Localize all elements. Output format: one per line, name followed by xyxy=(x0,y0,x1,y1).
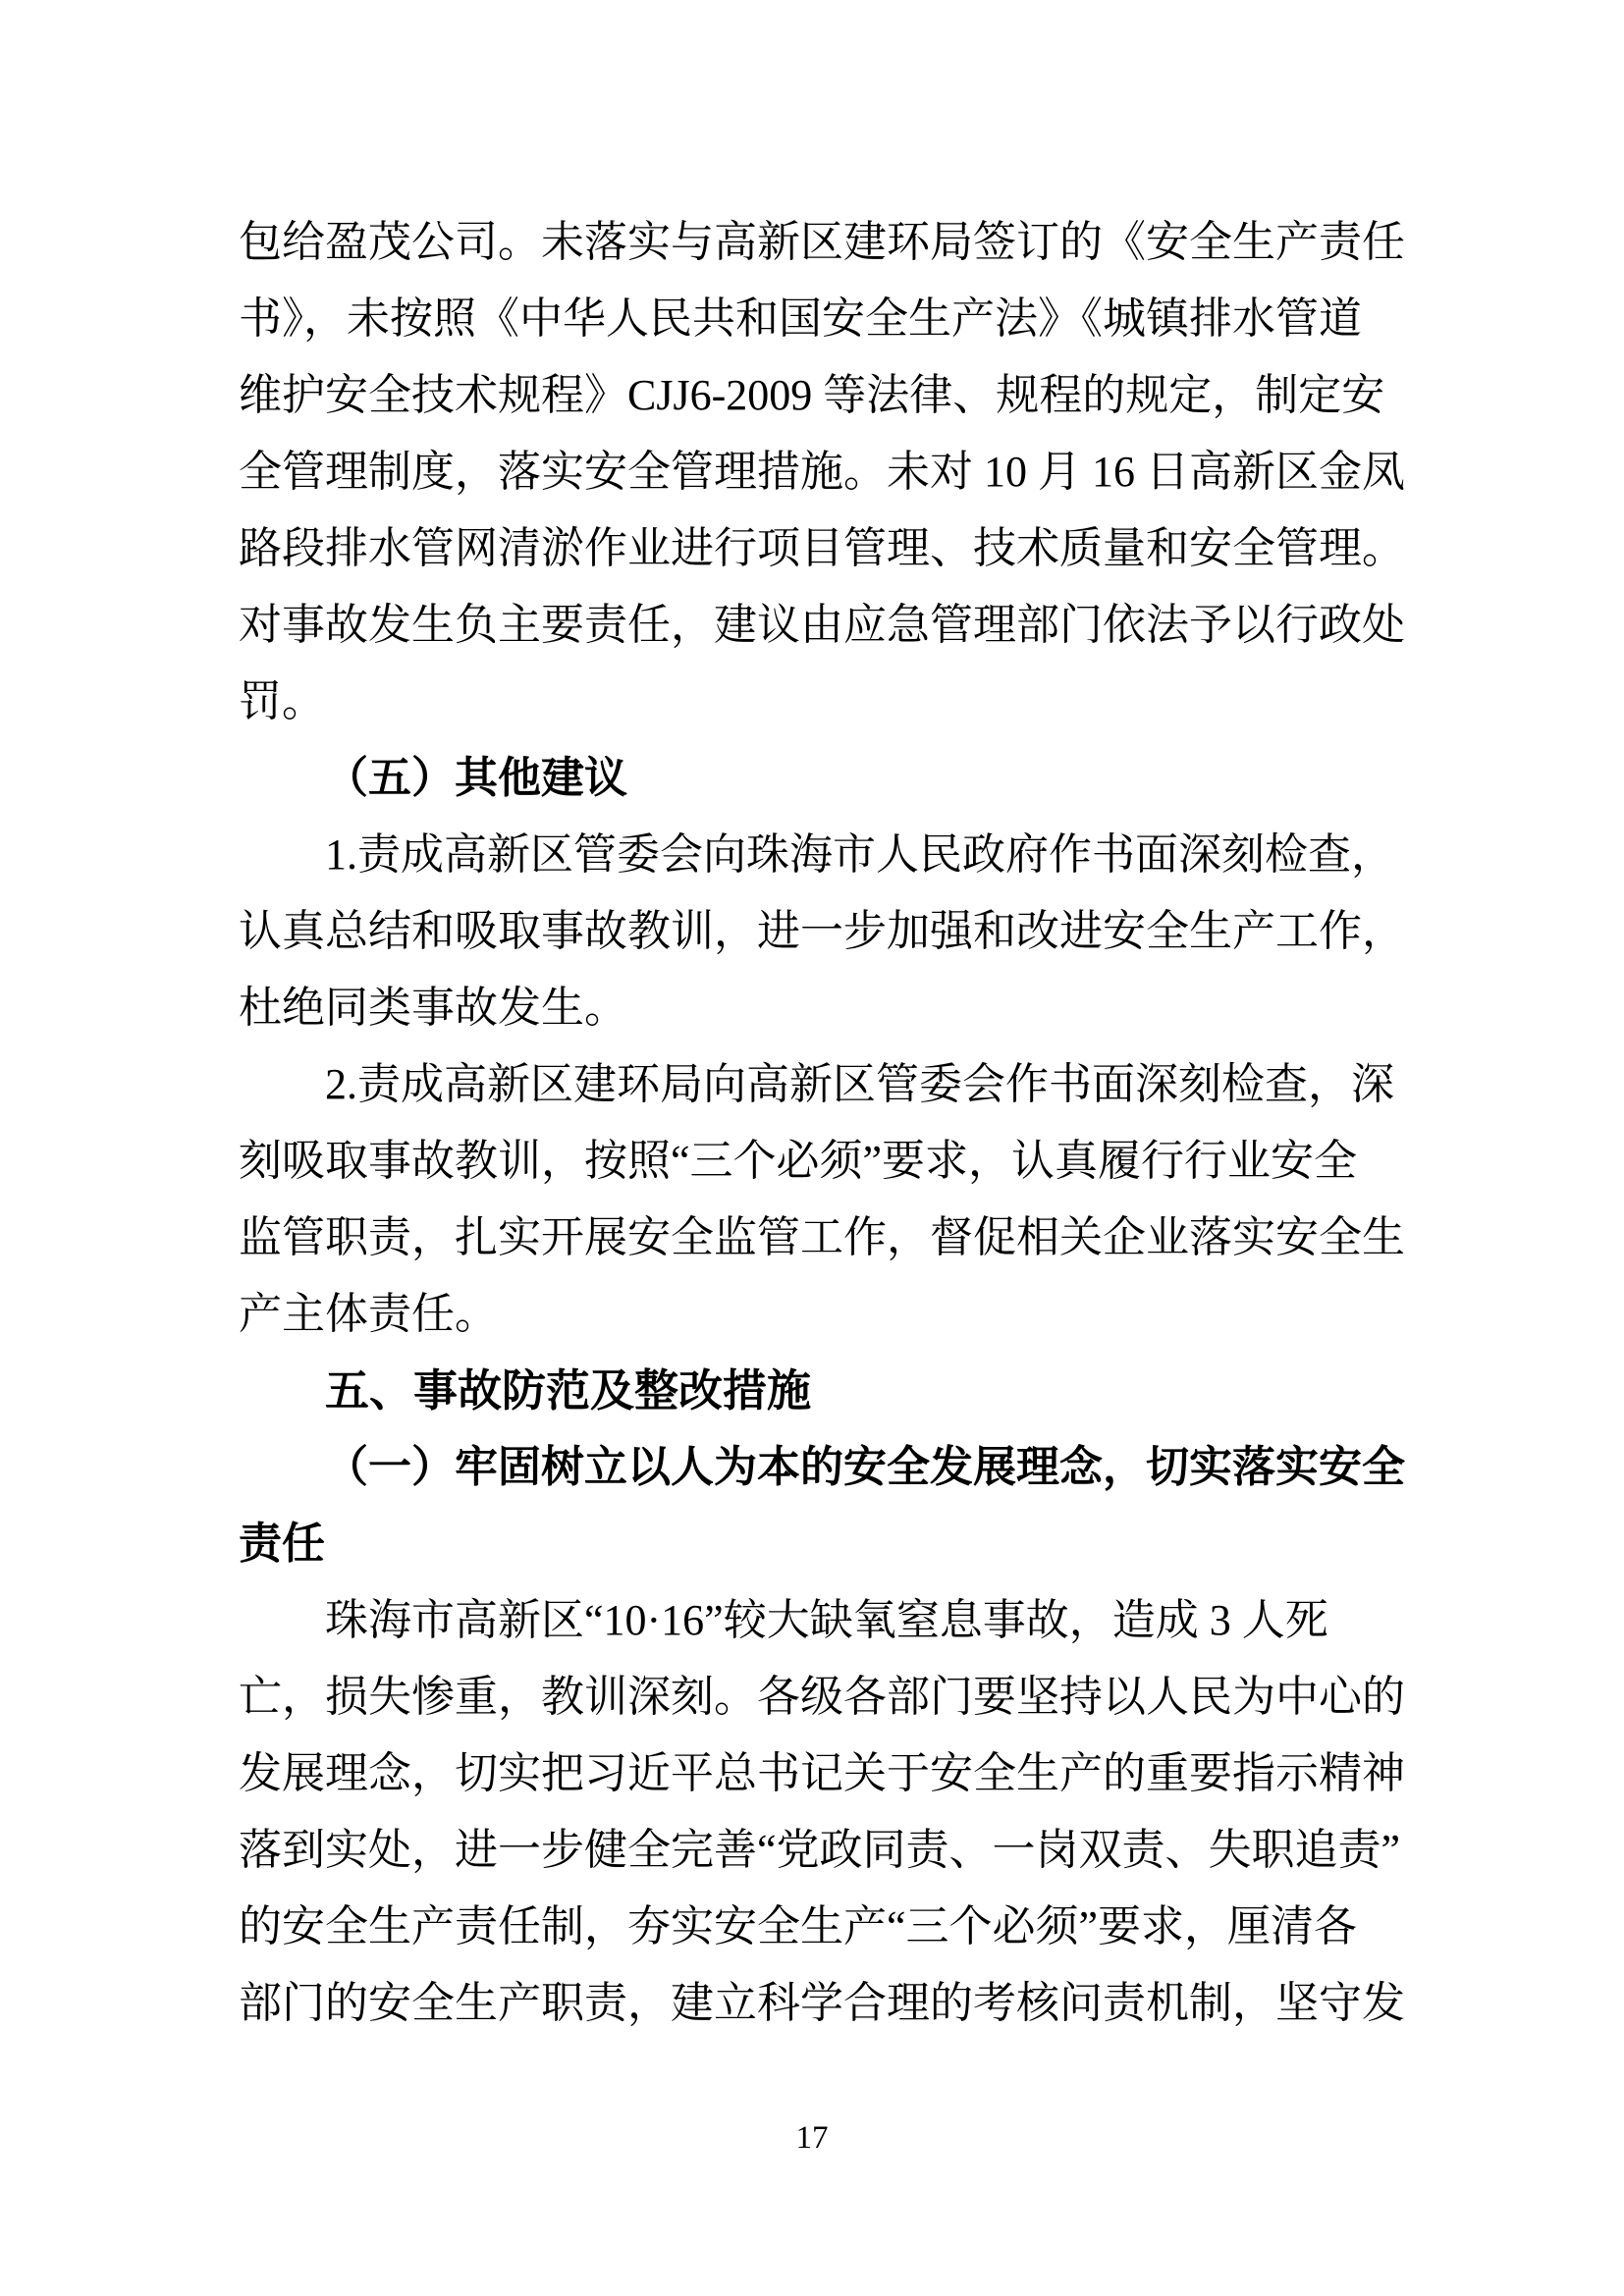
subsection-heading-line: （一）牢固树立以人为本的安全发展理念，切实落实安全 xyxy=(325,1443,1405,1491)
body-line: 杜绝同类事故发生。 xyxy=(239,984,627,1032)
body-line: 的安全生产责任制，夯实安全生产“三个必须”要求，厘清各 xyxy=(239,1902,1358,1950)
body-line: 监管职责，扎实开展安全监管工作，督促相关企业落实安全生 xyxy=(239,1213,1405,1261)
chapter-heading: 五、事故防范及整改措施 xyxy=(325,1365,812,1415)
body-line: 路段排水管网清淤作业进行项目管理、技术质量和安全管理。 xyxy=(239,524,1405,572)
body-line: 包给盈茂公司。未落实与高新区建环局签订的《安全生产责任 xyxy=(239,218,1405,266)
body-line: 刻吸取事故教训，按照“三个必须”要求，认真履行行业安全 xyxy=(239,1137,1358,1185)
body-line: 产主体责任。 xyxy=(239,1290,498,1338)
body-line: 发展理念，切实把习近平总书记关于安全生产的重要指示精神 xyxy=(239,1749,1405,1797)
body-line: 珠海市高新区“10·16”较大缺氧窒息事故，造成 3 人死 xyxy=(325,1596,1328,1644)
body-line: 亡，损失惨重，教训深刻。各级各部门要坚持以人民为中心的 xyxy=(239,1673,1405,1721)
body-line: 书》，未按照《中华人民共和国安全生产法》《城镇排水管道 xyxy=(239,294,1362,343)
body-line: 1.责成高新区管委会向珠海市人民政府作书面深刻检查， xyxy=(325,830,1394,879)
body-line: 2.责成高新区建环局向高新区管委会作书面深刻检查，深 xyxy=(325,1060,1394,1108)
body-line: 罚。 xyxy=(239,677,325,725)
subsection-heading-line: 责任 xyxy=(239,1520,325,1568)
body-line: 对事故发生负主要责任，建议由应急管理部门依法予以行政处 xyxy=(239,601,1405,649)
page-number: 17 xyxy=(795,2120,829,2156)
body-line: 维护安全技术规程》CJJ6-2009 等法律、规程的规定，制定安 xyxy=(239,371,1385,419)
section-heading: （五）其他建议 xyxy=(325,754,627,802)
body-line: 落到实处，进一步健全完善“党政同责、一岗双责、失职追责” xyxy=(239,1826,1401,1874)
body-line: 认真总结和吸取事故教训，进一步加强和改进安全生产工作， xyxy=(239,907,1405,955)
body-line: 全管理制度，落实安全管理措施。未对 10 月 16 日高新区金凤 xyxy=(239,448,1405,496)
document-body xyxy=(239,204,1405,2042)
body-line: 部门的安全生产职责，建立科学合理的考核问责机制，坚守发 xyxy=(239,1979,1405,2027)
